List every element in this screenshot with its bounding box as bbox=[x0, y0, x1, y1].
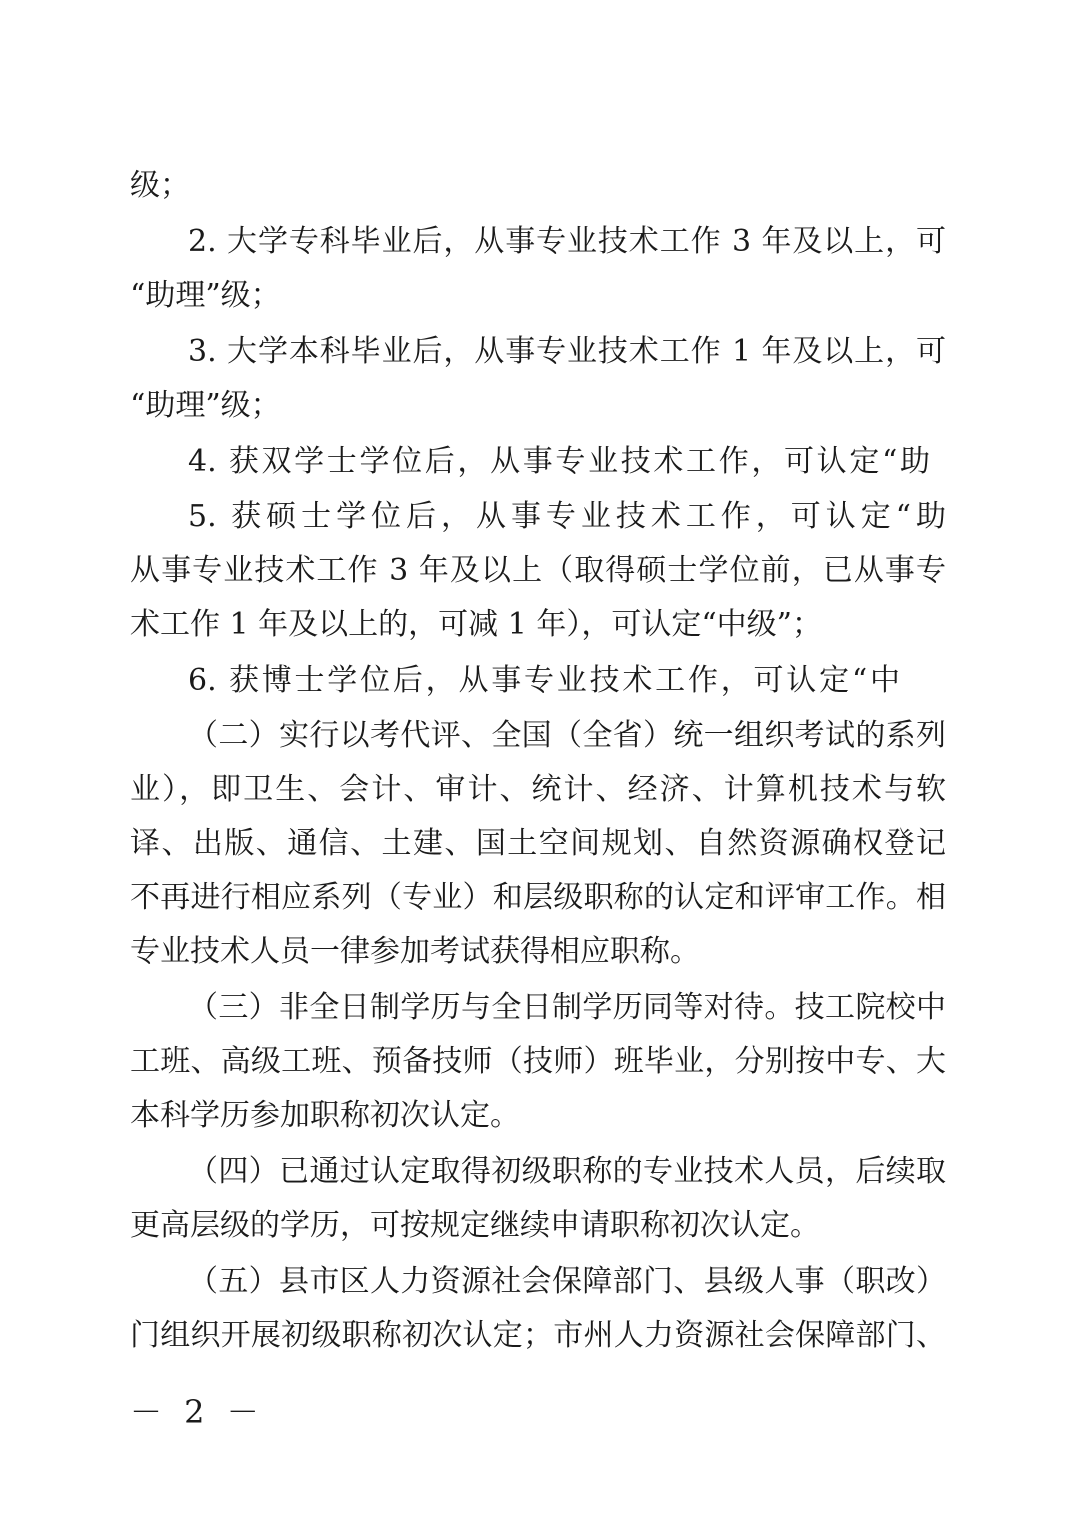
text-line-8: 从事专业技术工作 3 年及以上（取得硕士学位前，已从事专 bbox=[130, 553, 946, 588]
text-line-3: “助理”级； bbox=[130, 278, 281, 313]
text-line-21: （五）县市区人力资源社会保障部门、县级人事（职改） bbox=[188, 1264, 946, 1299]
text-line-16: （三）非全日制学历与全日制学历同等对待。技工院校中 bbox=[188, 990, 946, 1025]
text-line-2: 2. 大学专科毕业后，从事专业技术工作 3 年及以上，可 bbox=[188, 224, 946, 259]
text-line-15: 专业技术人员一律参加考试获得相应职称。 bbox=[130, 934, 700, 969]
text-line-10: 6. 获博士学位后，从事专业技术工作，可认定“中 bbox=[188, 663, 900, 698]
text-line-14: 不再进行相应系列（专业）和层级职称的认定和评审工作。相 bbox=[130, 880, 946, 915]
text-line-6: 4. 获双学士学位后，从事专业技术工作，可认定“助 bbox=[188, 444, 930, 479]
text-line-11: （二）实行以考代评、全国（全省）统一组织考试的系列 bbox=[188, 718, 946, 753]
text-line-19: （四）已通过认定取得初级职称的专业技术人员，后续取 bbox=[188, 1154, 946, 1189]
text-line-20: 更高层级的学历，可按规定继续申请职称初次认定。 bbox=[130, 1208, 820, 1243]
text-line-9: 术工作 1 年及以上的，可减 1 年），可认定“中级”； bbox=[130, 607, 822, 642]
page-number: － 2 － bbox=[130, 1393, 265, 1431]
text-line-1: 级； bbox=[130, 168, 190, 203]
text-line-7: 5. 获硕士学位后，从事专业技术工作，可认定“助 bbox=[188, 499, 946, 534]
text-line-5: “助理”级； bbox=[130, 388, 281, 423]
text-line-22: 门组织开展初级职称初次认定；市州人力资源社会保障部门、 bbox=[130, 1318, 946, 1353]
text-line-4: 3. 大学本科毕业后，从事专业技术工作 1 年及以上，可 bbox=[188, 334, 946, 369]
text-line-13: 译、出版、通信、土建、国土空间规划、自然资源确权登记 bbox=[130, 826, 946, 861]
text-line-12: 业），即卫生、会计、审计、统计、经济、计算机技术与软 bbox=[130, 772, 946, 807]
text-line-17: 工班、高级工班、预备技师（技师）班毕业，分别按中专、大 bbox=[130, 1044, 946, 1079]
text-line-18: 本科学历参加职称初次认定。 bbox=[130, 1098, 520, 1133]
